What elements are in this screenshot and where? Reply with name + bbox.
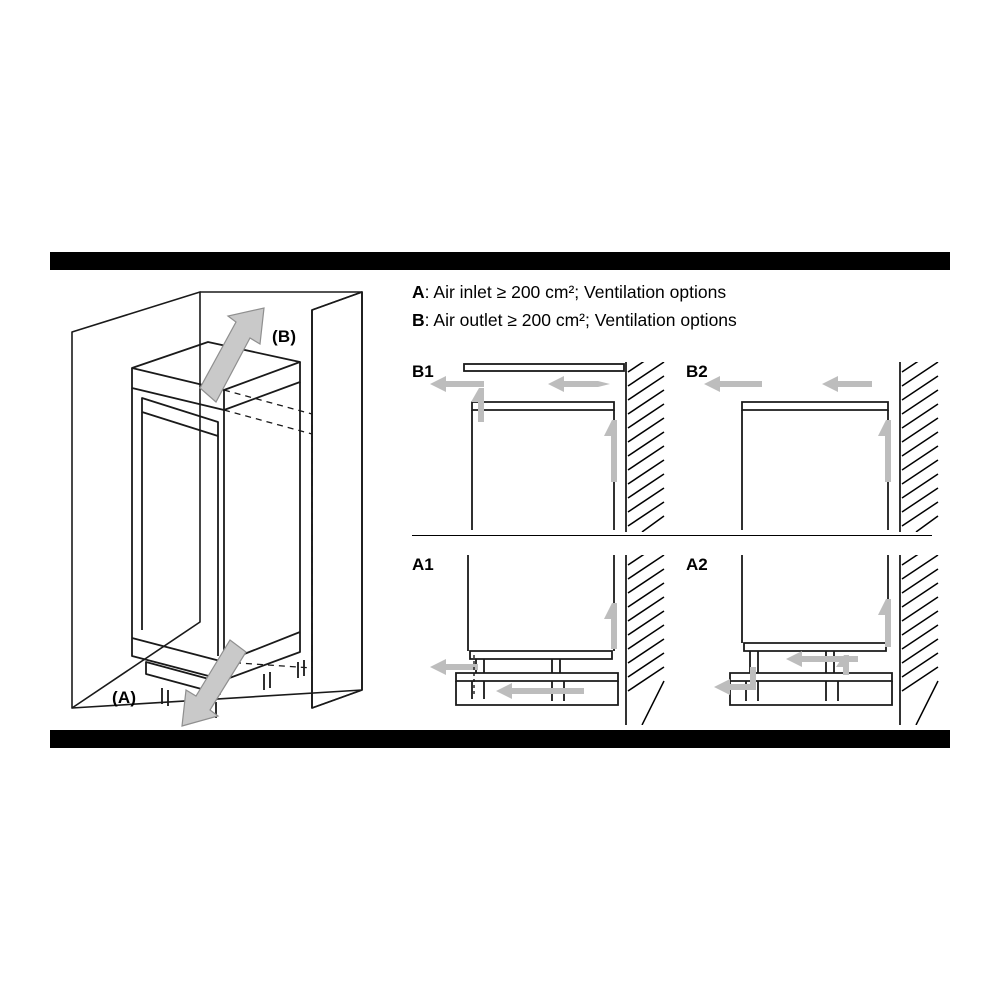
panel-a2: [686, 555, 946, 725]
top-black-bar: [50, 252, 950, 270]
perspective-svg: [50, 270, 430, 730]
panel-a1: [412, 555, 672, 725]
panel-b1: [412, 362, 672, 532]
legend-block: [412, 278, 932, 334]
legend-key-a: A: [412, 282, 425, 302]
panel-a2-label: A2: [686, 555, 708, 574]
panel-b2-label: B2: [686, 362, 708, 381]
legend-row-a: [412, 278, 932, 306]
panel-b2: [686, 362, 946, 532]
legend-text-a: : Air inlet ≥ 200 cm²; Ventilation options: [424, 282, 727, 302]
bottom-black-bar: [50, 730, 950, 748]
panel-a1-label: A1: [412, 555, 434, 574]
perspective-drawing: [50, 270, 430, 730]
legend-text-b: : Air outlet ≥ 200 cm²; Ventilation options: [424, 310, 737, 330]
legend-row-b: [412, 306, 932, 334]
callout-a-label: (A): [112, 688, 137, 707]
diagram-plate: [50, 270, 950, 730]
legend-key-b: B: [412, 310, 425, 330]
panel-divider: [412, 535, 932, 536]
callout-b-label: (B): [272, 327, 297, 346]
panel-b1-label: B1: [412, 362, 434, 381]
